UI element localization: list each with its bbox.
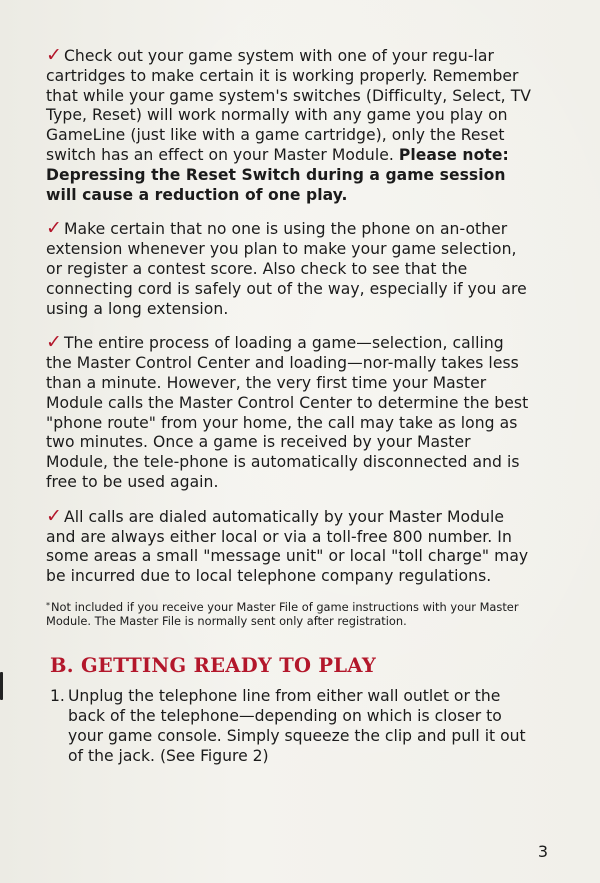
- step-number: 1.: [50, 687, 65, 706]
- page-number: 3: [537, 842, 548, 861]
- footnote-text: Not included if you receive your Master File of game instructions with your Master Module. The Master File is normally sent only after registration.: [46, 599, 519, 628]
- binding-mark: [0, 672, 3, 700]
- footnote: [46, 599, 532, 628]
- bullet-text: All calls are dialed automatically by your Master Module and are always either local or via a toll-free 800 number. In some areas a small "message unit" or local "toll charge" may be incurred due to local telephone company regulations.: [46, 507, 529, 586]
- bullet-loading-process: [46, 333, 532, 492]
- section-heading: B. GETTING READY TO PLAY: [50, 654, 377, 678]
- bullet-system-check: [46, 46, 532, 205]
- checkmark-icon: ✓: [46, 331, 62, 354]
- bullet-text: Check out your game system with one of your regu-lar cartridges to make certain it is working properly. Remember that while your game system's switches (Difficulty, Select, TV Type, Reset) will work normally with any game you play on GameLine (just like with a game cartridge), only the Reset switch has an effect on your Master Module.: [46, 47, 531, 164]
- step-text: Unplug the telephone line from either wall outlet or the back of the telephone—depending on which is closer to your game console. Simply squeeze the clip and pull it out of the jack. (See Figure 2): [68, 687, 526, 765]
- checkmark-icon: ✓: [46, 44, 62, 66]
- bullet-text: Make certain that no one is using the phone on an-other extension whenever you plan to make your game selection, or register a contest score. Also check to see that the connecting cord is safely out of the way, especially if you are using a long extension.: [46, 220, 527, 318]
- checkmark-icon: ✓: [46, 504, 62, 527]
- bullet-emphasis: Please note: Depressing the Reset Switch during a game session will cause a reduction of one play.: [46, 145, 509, 204]
- checkmark-icon: ✓: [46, 217, 62, 240]
- bullet-phone-extension: [46, 219, 532, 319]
- bullet-calls-dialed: [46, 504, 532, 587]
- bullet-text: The entire process of loading a game—selection, calling the Master Control Center and loading—nor-mally takes less than a minute. However, the very first time your Master Module calls the Master Control Center to determine the best "phone route" from your home, the call may take as long as two minutes. Once a game is received by your Master Module, the tele-phone is automatically disconnected and is free to be used again.: [46, 334, 529, 491]
- page-content: [46, 46, 532, 766]
- footnote-mark: *: [46, 600, 50, 610]
- step-item: [46, 687, 532, 766]
